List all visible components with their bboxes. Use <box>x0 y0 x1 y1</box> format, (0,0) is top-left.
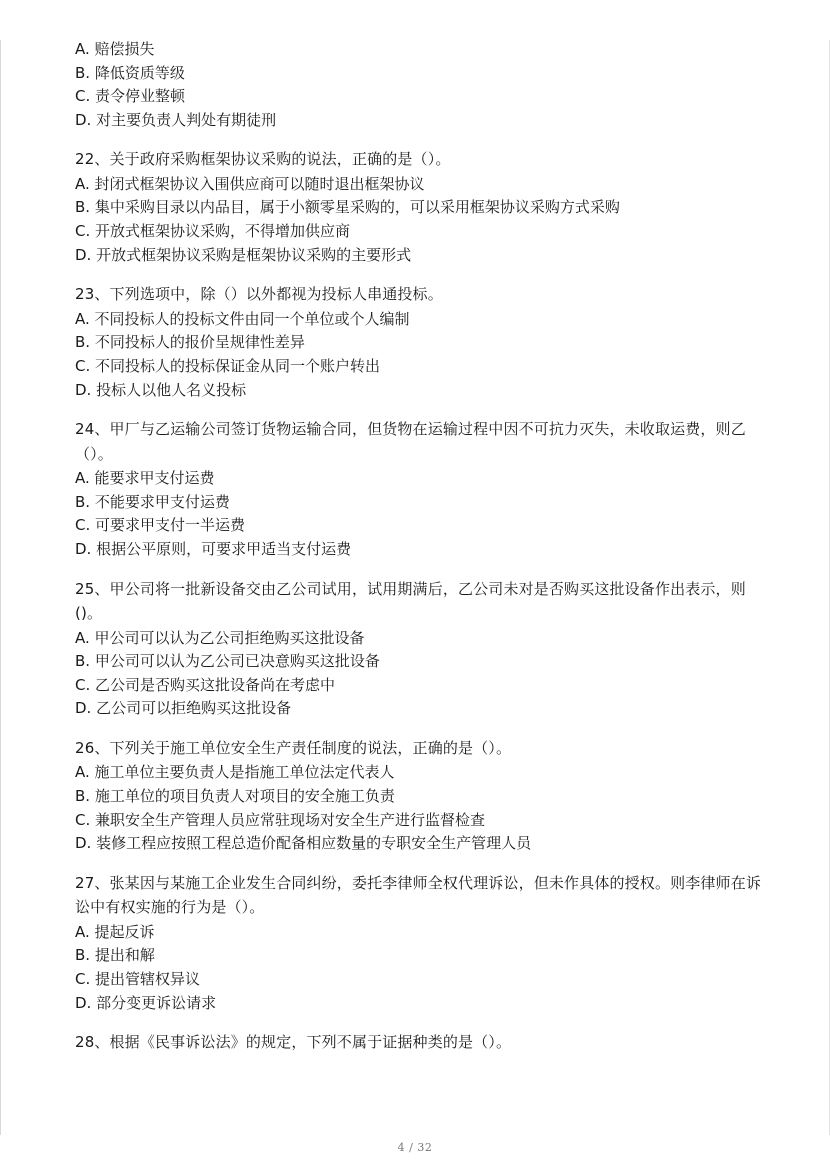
option-item: D. 对主要负责人判处有期徒刑 <box>75 110 277 129</box>
question-stem: 26、下列关于施工单位安全生产责任制度的说法，正确的是（）。 <box>75 738 512 757</box>
page-content <box>75 38 765 1056</box>
option-item: B. 不能要求甲支付运费 <box>75 492 230 511</box>
option-item: C. 可要求甲支付一半运费 <box>75 516 246 535</box>
page-left-edge <box>0 40 1 1135</box>
question-stem: 28、根据《民事诉讼法》的规定，下列不属于证据种类的是（）。 <box>75 1033 512 1052</box>
question-stem: 25、甲公司将一批新设备交由乙公司试用，试用期满后，乙公司未对是否购买这批设备作出表示，则()。 <box>75 579 746 622</box>
option-item: B. 甲公司可以认为乙公司已决意购买这批设备 <box>75 652 380 671</box>
question-stem: 22、关于政府采购框架协议采购的说法，正确的是（）。 <box>75 150 451 169</box>
question-27 <box>75 871 765 1015</box>
page-indicator: 4 / 32 <box>397 1141 433 1154</box>
option-item: C. 责令停业整顿 <box>75 87 186 106</box>
option-item: B. 不同投标人的报价呈规律性差异 <box>75 333 305 352</box>
option-item: C. 兼职安全生产管理人员应常驻现场对安全生产进行监督检查 <box>75 810 486 829</box>
option-item: A. 封闭式框架协议入围供应商可以随时退出框架协议 <box>75 174 425 193</box>
option-item: D. 根据公平原则，可要求甲适当支付运费 <box>75 539 352 558</box>
option-item: A. 施工单位主要负责人是指施工单位法定代表人 <box>75 763 395 782</box>
option-item: D. 乙公司可以拒绝购买这批设备 <box>75 699 292 718</box>
option-item: D. 投标人以他人名义投标 <box>75 380 247 399</box>
option-item: B. 集中采购目录以内品目，属于小额零星采购的，可以采用框架协议采购方式采购 <box>75 198 620 217</box>
option-item: A. 提起反诉 <box>75 922 155 941</box>
option-item: B. 施工单位的项目负责人对项目的安全施工负责 <box>75 786 395 805</box>
option-item: A. 不同投标人的投标文件由同一个单位或个人编制 <box>75 309 410 328</box>
option-item: D. 部分变更诉讼请求 <box>75 993 217 1012</box>
question-26 <box>75 736 765 856</box>
option-item: A. 甲公司可以认为乙公司拒绝购买这批设备 <box>75 628 365 647</box>
question-23 <box>75 282 765 402</box>
question-28 <box>75 1030 765 1055</box>
question-stem: 27、张某因与某施工企业发生合同纠纷，委托李律师全权代理诉讼，但未作具体的授权。则李律师在诉讼中有权实施的行为是（）。 <box>75 873 761 917</box>
option-item: B. 提出和解 <box>75 946 155 965</box>
option-item: D. 装修工程应按照工程总造价配备相应数量的专职安全生产管理人员 <box>75 834 532 853</box>
question-stem: 23、下列选项中，除（）以外都视为投标人串通投标。 <box>75 285 443 304</box>
question-24 <box>75 417 765 561</box>
option-item: C. 不同投标人的投标保证金从同一个账户转出 <box>75 356 381 375</box>
leading-options <box>75 38 765 132</box>
option-item: D. 开放式框架协议采购是框架协议采购的主要形式 <box>75 245 412 264</box>
option-item: B. 降低资质等级 <box>75 63 185 82</box>
question-22 <box>75 147 765 267</box>
option-item: A. 赔偿损失 <box>75 40 155 58</box>
option-item: C. 乙公司是否购买这批设备尚在考虑中 <box>75 675 336 694</box>
option-item: A. 能要求甲支付运费 <box>75 469 215 488</box>
option-item: C. 开放式框架协议采购，不得增加供应商 <box>75 222 351 241</box>
question-stem: 24、甲厂与乙运输公司签订货物运输合同，但货物在运输过程中因不可抗力灭失，未收取运费，则乙（）。 <box>75 420 746 463</box>
option-item: C. 提出管辖权异议 <box>75 969 201 988</box>
question-25 <box>75 577 765 721</box>
